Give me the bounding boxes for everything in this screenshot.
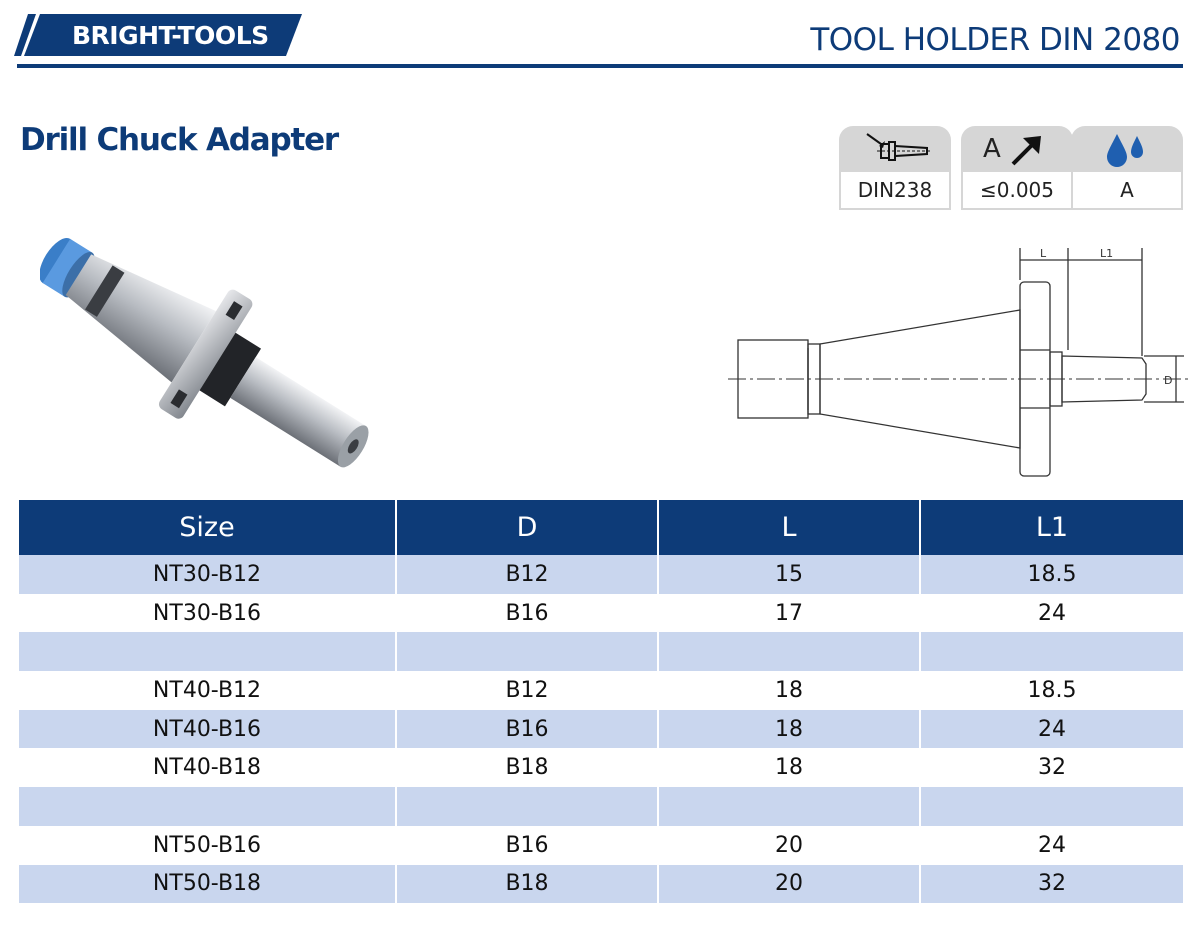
cell-d: B16	[397, 826, 657, 865]
cell-l	[659, 787, 919, 826]
cell-d: B12	[397, 555, 657, 594]
cell-l1: 32	[921, 748, 1183, 787]
cell-size: NT40-B12	[19, 671, 395, 710]
cell-d: B12	[397, 671, 657, 710]
table-row	[19, 710, 1183, 749]
cell-size: NT40-B18	[19, 748, 395, 787]
cell-l: 18	[659, 748, 919, 787]
header-divider	[17, 64, 1183, 68]
column-header-l1: L1	[921, 500, 1183, 555]
table-row	[19, 671, 1183, 710]
cell-size: NT50-B18	[19, 865, 395, 904]
product-photo	[40, 220, 390, 500]
cell-l1	[921, 787, 1183, 826]
cell-l: 17	[659, 594, 919, 633]
cell-l1: 24	[921, 710, 1183, 749]
badge-coolant-label: A	[1071, 172, 1183, 210]
cell-d	[397, 787, 657, 826]
cell-size	[19, 787, 395, 826]
product-title: Drill Chuck Adapter	[20, 122, 338, 158]
column-header-d: D	[397, 500, 657, 555]
table-header-row	[19, 500, 1183, 555]
cell-d	[397, 632, 657, 671]
brand-name: BRIGHT-TOOLS	[72, 21, 269, 50]
table-row-spacer	[19, 787, 1183, 826]
cell-size: NT40-B16	[19, 710, 395, 749]
dimension-label-d: D	[1164, 374, 1173, 387]
badge-coolant	[1071, 126, 1183, 212]
cell-l1: 32	[921, 865, 1183, 904]
cell-size: NT50-B16	[19, 826, 395, 865]
table-row	[19, 826, 1183, 865]
dimension-label-l: L	[1040, 247, 1047, 260]
cell-l: 18	[659, 671, 919, 710]
table-row	[19, 555, 1183, 594]
table-row	[19, 594, 1183, 633]
cell-d: B18	[397, 865, 657, 904]
cell-l: 18	[659, 710, 919, 749]
table-row	[19, 865, 1183, 904]
badge-din238-label: DIN238	[839, 172, 951, 210]
cell-d: B18	[397, 748, 657, 787]
cell-l1: 18.5	[921, 555, 1183, 594]
dimension-label-l1: L1	[1100, 247, 1114, 260]
cell-size: NT30-B16	[19, 594, 395, 633]
badge-runout-label: ≤0.005	[961, 172, 1073, 210]
coolant-drops-icon	[1071, 126, 1183, 172]
spec-table	[17, 500, 1185, 903]
cell-size	[19, 632, 395, 671]
cell-l	[659, 632, 919, 671]
table-row	[19, 748, 1183, 787]
cell-l: 20	[659, 826, 919, 865]
cell-l1: 24	[921, 826, 1183, 865]
cell-l1: 24	[921, 594, 1183, 633]
cell-d: B16	[397, 710, 657, 749]
cell-l: 20	[659, 865, 919, 904]
cell-size: NT30-B12	[19, 555, 395, 594]
column-header-size: Size	[19, 500, 395, 555]
cell-l1: 18.5	[921, 671, 1183, 710]
badge-din238	[839, 126, 951, 212]
table-row-spacer	[19, 632, 1183, 671]
runout-symbol: A	[983, 134, 1001, 164]
document-title: TOOL HOLDER DIN 2080	[810, 22, 1180, 58]
cell-l: 15	[659, 555, 919, 594]
column-header-l: L	[659, 500, 919, 555]
runout-arrow-icon	[961, 126, 1073, 172]
badge-runout	[961, 126, 1073, 212]
cell-l1	[921, 632, 1183, 671]
spindle-icon	[839, 126, 951, 172]
brand-logo	[14, 14, 302, 56]
technical-drawing	[724, 240, 1194, 485]
cell-d: B16	[397, 594, 657, 633]
